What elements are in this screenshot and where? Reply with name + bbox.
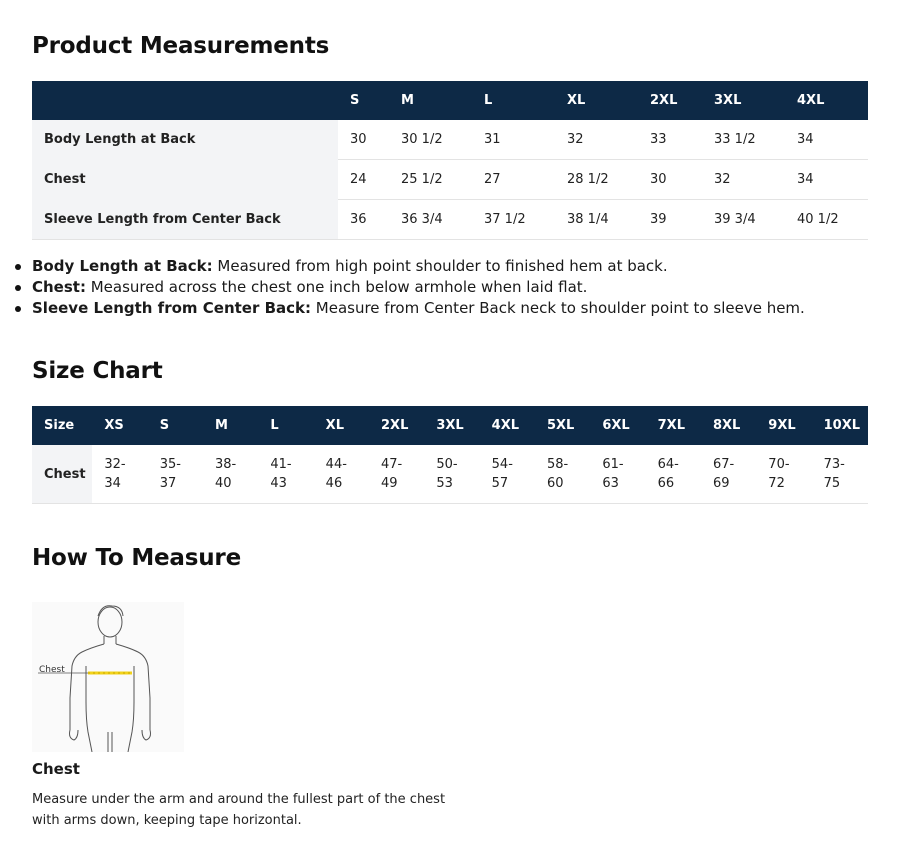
table-cell: 25 1/2 [389, 160, 472, 200]
range-start: 38- [215, 457, 237, 472]
table-cell [92, 445, 147, 504]
range-end: 49 [381, 476, 398, 491]
table-cell [424, 445, 479, 504]
range-start: 35- [159, 457, 181, 472]
table-cell: 38 1/4 [555, 200, 638, 240]
note-term: Sleeve Length from Center Back: [32, 299, 312, 317]
table-cell: 37 1/2 [472, 200, 555, 240]
table-cell: 33 1/2 [702, 120, 785, 160]
table-row [32, 445, 868, 504]
size-header: 3XL [702, 81, 785, 120]
table-cell [646, 445, 701, 504]
range-start: 58- [546, 457, 569, 472]
table-row [32, 200, 868, 240]
range-end: 75 [823, 476, 841, 491]
chest-description: Measure under the arm and around the fullest part of the chest with arms down, keeping tape horizontal. [32, 792, 446, 828]
row-label: Body Length at Back [32, 120, 338, 160]
table-cell [258, 445, 313, 504]
size-header: 4XL [480, 406, 535, 445]
size-header: L [472, 81, 555, 120]
table-cell: 32 [555, 120, 638, 160]
size-header-label: Size [32, 406, 92, 445]
size-header: L [258, 406, 313, 445]
table-cell: 30 [638, 160, 702, 200]
size-header: M [389, 81, 472, 120]
table-cell [203, 445, 258, 504]
size-header: XS [92, 406, 147, 445]
table-cell: 28 1/2 [555, 160, 638, 200]
table-cell: 31 [472, 120, 555, 160]
range-end: 40 [215, 476, 232, 491]
note-text: Measure from Center Back neck to shoulder point to sleeve hem. [311, 299, 805, 317]
range-end: 69 [712, 476, 730, 491]
size-header: 6XL [590, 406, 645, 445]
size-header: S [148, 406, 203, 445]
table-cell: 32 [702, 160, 785, 200]
list-item [32, 298, 805, 319]
note-text: Measured across the chest one inch below armhole when laid flat. [85, 278, 588, 296]
size-header: 9XL [756, 406, 811, 445]
range-end: 34 [104, 476, 121, 491]
how-to-measure-title: How To Measure [32, 545, 241, 571]
header-empty-cell [32, 81, 338, 120]
table-cell: 34 [785, 120, 868, 160]
table-cell: 24 [338, 160, 389, 200]
note-term: Body Length at Back: [32, 257, 213, 275]
size-header: 4XL [785, 81, 868, 120]
table-cell: 34 [785, 160, 868, 200]
range-end: 43 [270, 476, 287, 491]
figure-chest-label: Chest [39, 665, 65, 675]
size-header: 10XL [812, 406, 868, 445]
table-cell: 39 3/4 [702, 200, 785, 240]
table-cell: 33 [638, 120, 702, 160]
table-cell [535, 445, 590, 504]
table-cell [756, 445, 811, 504]
table-row [32, 160, 868, 200]
range-start: 64- [657, 457, 679, 472]
table-cell: 27 [472, 160, 555, 200]
body-measurement-figure [32, 602, 184, 752]
table-cell [590, 445, 645, 504]
product-measurements-table [32, 81, 868, 240]
range-end: 63 [602, 476, 619, 491]
size-header: 2XL [369, 406, 424, 445]
range-end: 37 [159, 476, 177, 491]
range-start: 50- [436, 457, 458, 472]
table-cell [812, 445, 868, 504]
product-measurements-title: Product Measurements [32, 33, 330, 59]
range-start: 54- [491, 457, 513, 472]
list-item [32, 277, 805, 298]
table-header-row [32, 81, 868, 120]
measurement-notes-list [32, 256, 805, 319]
table-cell: 40 1/2 [785, 200, 868, 240]
size-header: 5XL [535, 406, 590, 445]
table-row [32, 120, 868, 160]
size-header: 3XL [424, 406, 479, 445]
range-start: 32- [104, 457, 126, 472]
table-cell [480, 445, 535, 504]
range-end: 46 [325, 476, 343, 491]
list-item [32, 256, 805, 277]
range-start: 70- [768, 457, 790, 472]
table-cell: 36 [338, 200, 389, 240]
table-cell: 39 [638, 200, 702, 240]
size-header: XL [314, 406, 369, 445]
range-end: 66 [657, 476, 675, 491]
size-header: 7XL [646, 406, 701, 445]
range-start: 67- [712, 457, 735, 472]
row-label: Sleeve Length from Center Back [32, 200, 338, 240]
table-header-row [32, 406, 868, 445]
size-header: XL [555, 81, 638, 120]
row-label: Chest [32, 160, 338, 200]
size-header: S [338, 81, 389, 120]
note-text: Measured from high point shoulder to finished hem at back. [212, 257, 668, 275]
table-cell [369, 445, 424, 504]
size-header: 8XL [701, 406, 756, 445]
range-end: 72 [768, 476, 785, 491]
range-start: 73- [823, 457, 845, 472]
body-figure-icon [32, 602, 184, 752]
table-cell [314, 445, 369, 504]
table-cell: 30 [338, 120, 389, 160]
chest-heading: Chest [32, 760, 80, 778]
table-cell [148, 445, 203, 504]
size-chart-table [32, 406, 868, 504]
table-cell: 30 1/2 [389, 120, 472, 160]
range-start: 41- [270, 457, 292, 472]
table-cell [701, 445, 756, 504]
table-cell: 36 3/4 [389, 200, 472, 240]
range-end: 53 [436, 476, 453, 491]
row-label: Chest [32, 445, 92, 504]
range-start: 44- [325, 457, 347, 472]
note-term: Chest: [32, 278, 86, 296]
size-chart-title: Size Chart [32, 358, 163, 384]
range-end: 57 [491, 476, 509, 491]
range-end: 60 [546, 476, 564, 491]
size-header: M [203, 406, 258, 445]
range-start: 61- [602, 457, 624, 472]
size-header: 2XL [638, 81, 702, 120]
range-start: 47- [381, 457, 403, 472]
